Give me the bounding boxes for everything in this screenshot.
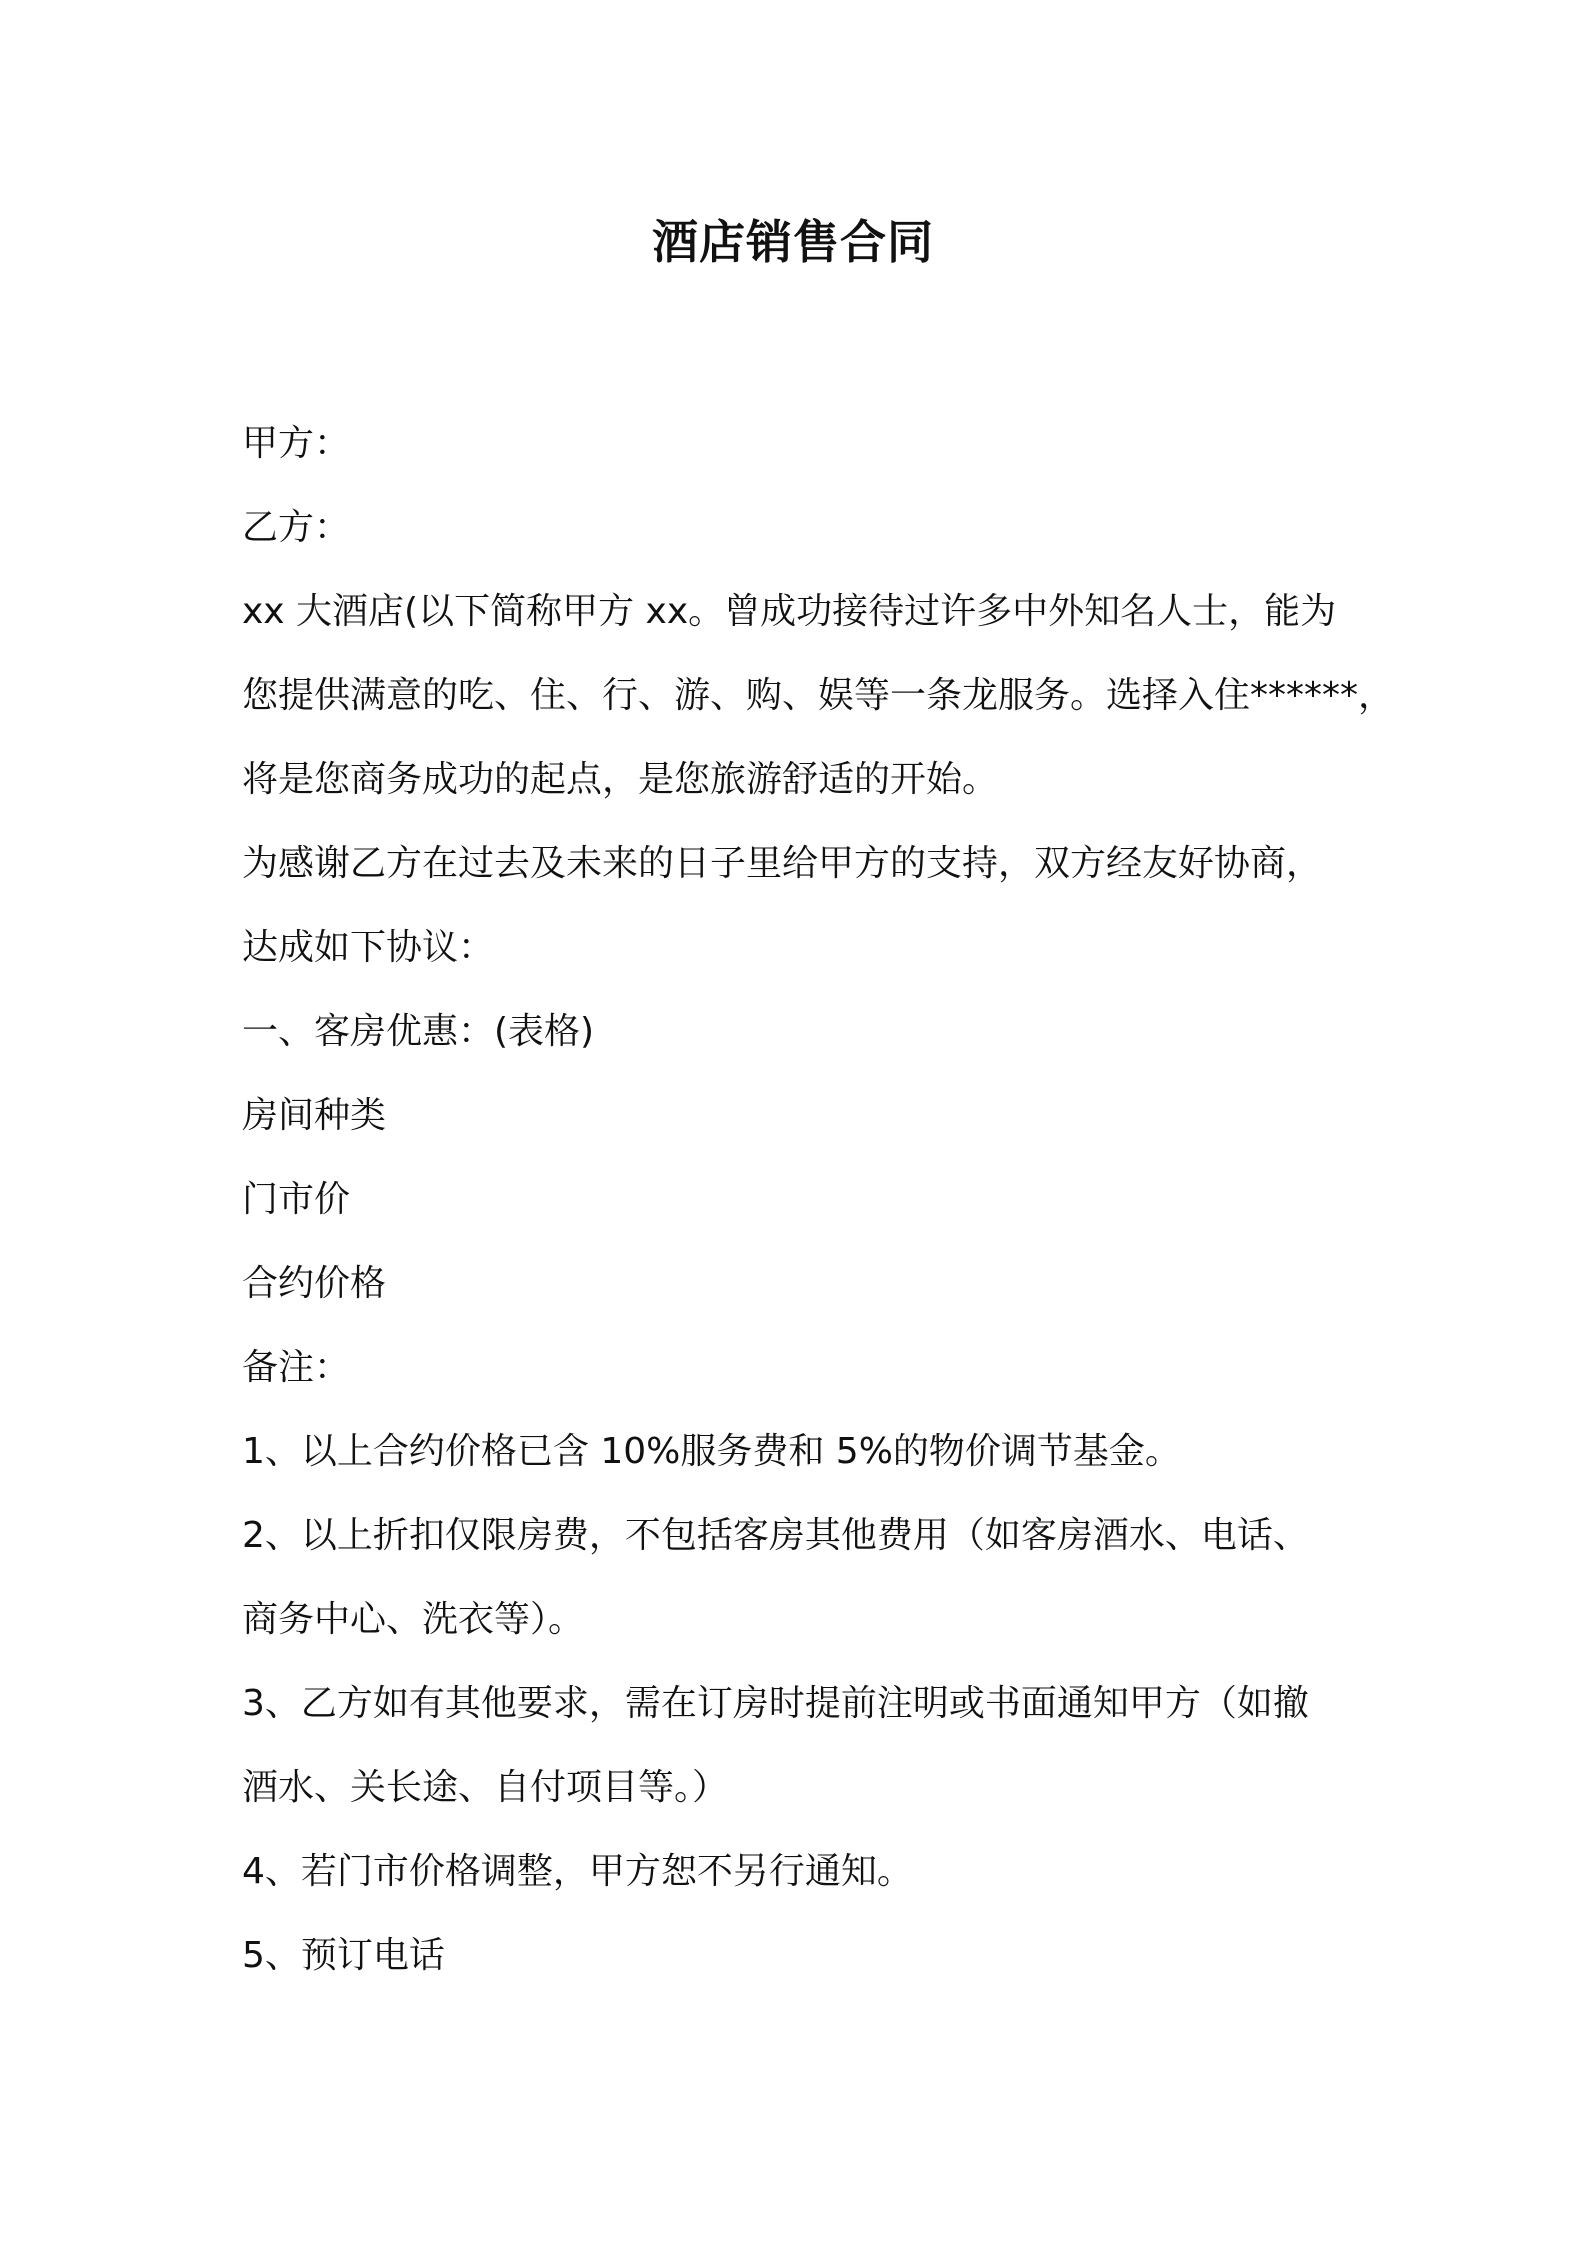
note-item-4: 4、若门市价格调整，甲方恕不另行通知。 [242, 1851, 913, 1892]
note-item-5: 5、预订电话 [242, 1935, 445, 1976]
section-heading-room-discount: 一、客房优惠：(表格) [242, 1011, 595, 1052]
rack-rate-label: 门市价 [242, 1179, 351, 1220]
intro-line-3: 将是您商务成功的起点，是您旅游舒适的开始。 [242, 759, 999, 800]
document-body [242, 402, 1395, 1998]
note-item-2-line-1: 2、以上折扣仅限房费，不包括客房其他费用（如客房酒水、电话、 [242, 1515, 1309, 1556]
note-item-2-line-2: 商务中心、洗衣等）。 [242, 1599, 585, 1640]
contract-price-label: 合约价格 [242, 1263, 387, 1304]
agreement-line-1: 为感谢乙方在过去及未来的日子里给甲方的支持，双方经友好协商， [242, 843, 1323, 884]
document-title: 酒店销售合同 [652, 215, 934, 269]
intro-line-1: xx 大酒店(以下简称甲方 xx。曾成功接待过许多中外知名人士，能为 [242, 591, 1337, 632]
note-item-1: 1、以上合约价格已含 10%服务费和 5%的物价调节基金。 [242, 1431, 1181, 1472]
note-item-3-line-2: 酒水、关长途、自付项目等。） [242, 1767, 729, 1808]
room-type-label: 房间种类 [242, 1095, 387, 1136]
notes-label: 备注： [242, 1347, 351, 1388]
party-b-line: 乙方： [242, 507, 351, 548]
party-a-line: 甲方： [242, 423, 351, 464]
intro-line-2: 您提供满意的吃、住、行、游、购、娱等一条龙服务。选择入住******， [242, 675, 1395, 716]
note-item-3-line-1: 3、乙方如有其他要求，需在订房时提前注明或书面通知甲方（如撤 [242, 1683, 1309, 1724]
agreement-line-2: 达成如下协议： [242, 927, 495, 968]
